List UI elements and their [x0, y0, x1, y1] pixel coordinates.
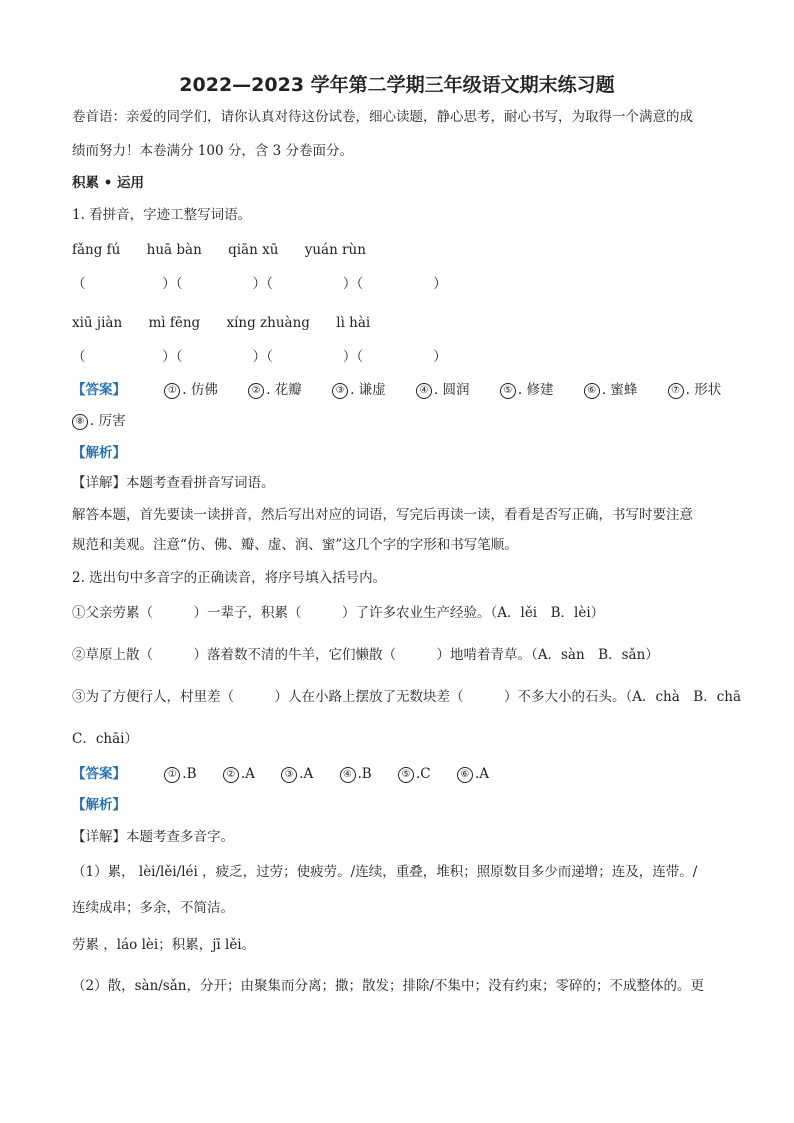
- answer-item: ⑥ . 蜜蜂: [584, 380, 638, 400]
- blank-bracket: ）（: [252, 276, 273, 292]
- pinyin-item: xiū jiàn: [72, 315, 123, 331]
- pinyin-item: lì hài: [336, 315, 371, 331]
- q2-sentence-3: ③为了方便行人，村里差（ ）人在小路上摆放了无数块差（ ）不多大小的石头。（A．chà B．chā: [72, 689, 742, 705]
- pinyin-item: xíng zhuàng: [226, 315, 310, 331]
- pinyin-item: yuán rùn: [304, 242, 366, 258]
- blank-bracket: ）: [433, 276, 447, 292]
- q2-sentence-3-options: C．chāi）: [72, 731, 138, 747]
- q1-blank-row-2: [72, 347, 519, 367]
- blank-bracket: ）: [433, 349, 447, 365]
- q2-prompt: 2. 选出句中多音字的正确读音，将序号填入括号内。: [72, 570, 387, 586]
- answer-item: ③ . 谦虚: [332, 380, 386, 400]
- blank-bracket: ）（: [342, 276, 364, 292]
- answer-item: ⑤ .C: [398, 764, 431, 784]
- page-title: 2022—2023 学年第二学期三年级语文期末练习题: [179, 74, 615, 96]
- q1-pinyin-row-2: [72, 313, 392, 333]
- blank-bracket: ）（: [162, 276, 183, 292]
- q1-pinyin-row-1: [72, 240, 388, 260]
- answer-item: ④ .B: [340, 764, 372, 784]
- answer-item: ⑥ .A: [457, 764, 489, 784]
- answer-item: ⑧ . 厉害: [72, 411, 126, 431]
- q2-explain-2: 连续成串；多余，不简洁。: [72, 900, 234, 916]
- blank-bracket: ）（: [342, 349, 364, 365]
- q1-detail: 【详解】本题考查看拼音写词语。: [72, 475, 275, 491]
- q1-answer-row-2: [72, 411, 152, 431]
- intro-line-2: 绩而努力！本卷满分 100 分，含 3 分卷面分。: [72, 143, 354, 159]
- q2-explain-3: 劳累 ，láo lèi；积累，jī lěi。: [72, 937, 256, 953]
- q2-analysis-label: 【解析】: [72, 797, 126, 813]
- q2-sentence-1: ①父亲劳累（ ）一辈子，积累（ ）了许多农业生产经验。（A．lěi B．lèi）: [72, 605, 605, 621]
- q1-prompt: 1. 看拼音，字迹工整写词语。: [72, 207, 252, 223]
- section-heading: 积累 • 运用: [72, 175, 145, 191]
- blank-bracket: （: [72, 276, 86, 292]
- pinyin-item: fǎng fú: [72, 242, 121, 258]
- q2-detail: 【详解】本题考查多音字。: [72, 829, 234, 845]
- answer-label: 【答案】: [72, 382, 126, 398]
- blank-bracket: ）（: [252, 349, 273, 365]
- answer-item: ⑤ . 修建: [500, 380, 554, 400]
- answer-item: ② . 花瓣: [248, 380, 302, 400]
- pinyin-item: mì fēng: [148, 315, 201, 331]
- q1-explain-2: 规范和美观。注意“仿、佛、瓣、虚、润、蜜”这几个字的字形和书写笔顺。: [72, 537, 518, 553]
- q2-sentence-2: ②草原上散（ ）落着数不清的牛羊，它们懒散（ ）地啃着青草。（A．sàn B．sǎn）: [72, 647, 659, 663]
- blank-bracket: ）（: [162, 349, 183, 365]
- intro-line-1: 卷首语：亲爱的同学们，请你认真对待这份试卷，细心读题，静心思考，耐心书写，为取得一个满意的成: [72, 109, 693, 125]
- q1-explain-1: 解答本题，首先要读一读拼音，然后写出对应的词语，写完后再读一读，看看是否写正确，书写时要注意: [72, 507, 693, 523]
- answer-label: 【答案】: [72, 766, 126, 782]
- pinyin-item: qiān xū: [228, 242, 279, 258]
- pinyin-item: huā bàn: [146, 242, 202, 258]
- answer-item: ① .B: [164, 764, 196, 784]
- q1-analysis-label: 【解析】: [72, 445, 126, 461]
- answer-item: ③ .A: [281, 764, 313, 784]
- q1-blank-row-1: [72, 274, 519, 294]
- answer-item: ① . 仿佛: [164, 380, 218, 400]
- q2-explain-4: （2）散，sàn/sǎn，分开；由聚集而分离；撒；散发；排除/不集中；没有约束；零碎的；不成整体的。更: [72, 978, 705, 994]
- q1-answer-row-1: [72, 380, 747, 400]
- blank-bracket: （: [72, 349, 86, 365]
- q2-explain-1: （1）累， lèi/lěi/léi ，疲乏，过劳；使疲劳。/连续，重叠，堆积；照原数目多少而递增；连及，连带。/: [72, 864, 698, 880]
- answer-item: ⑦ . 形状: [668, 380, 722, 400]
- answer-item: ④ . 圆润: [416, 380, 470, 400]
- answer-item: ② .A: [223, 764, 255, 784]
- q2-answer-row: [72, 764, 511, 784]
